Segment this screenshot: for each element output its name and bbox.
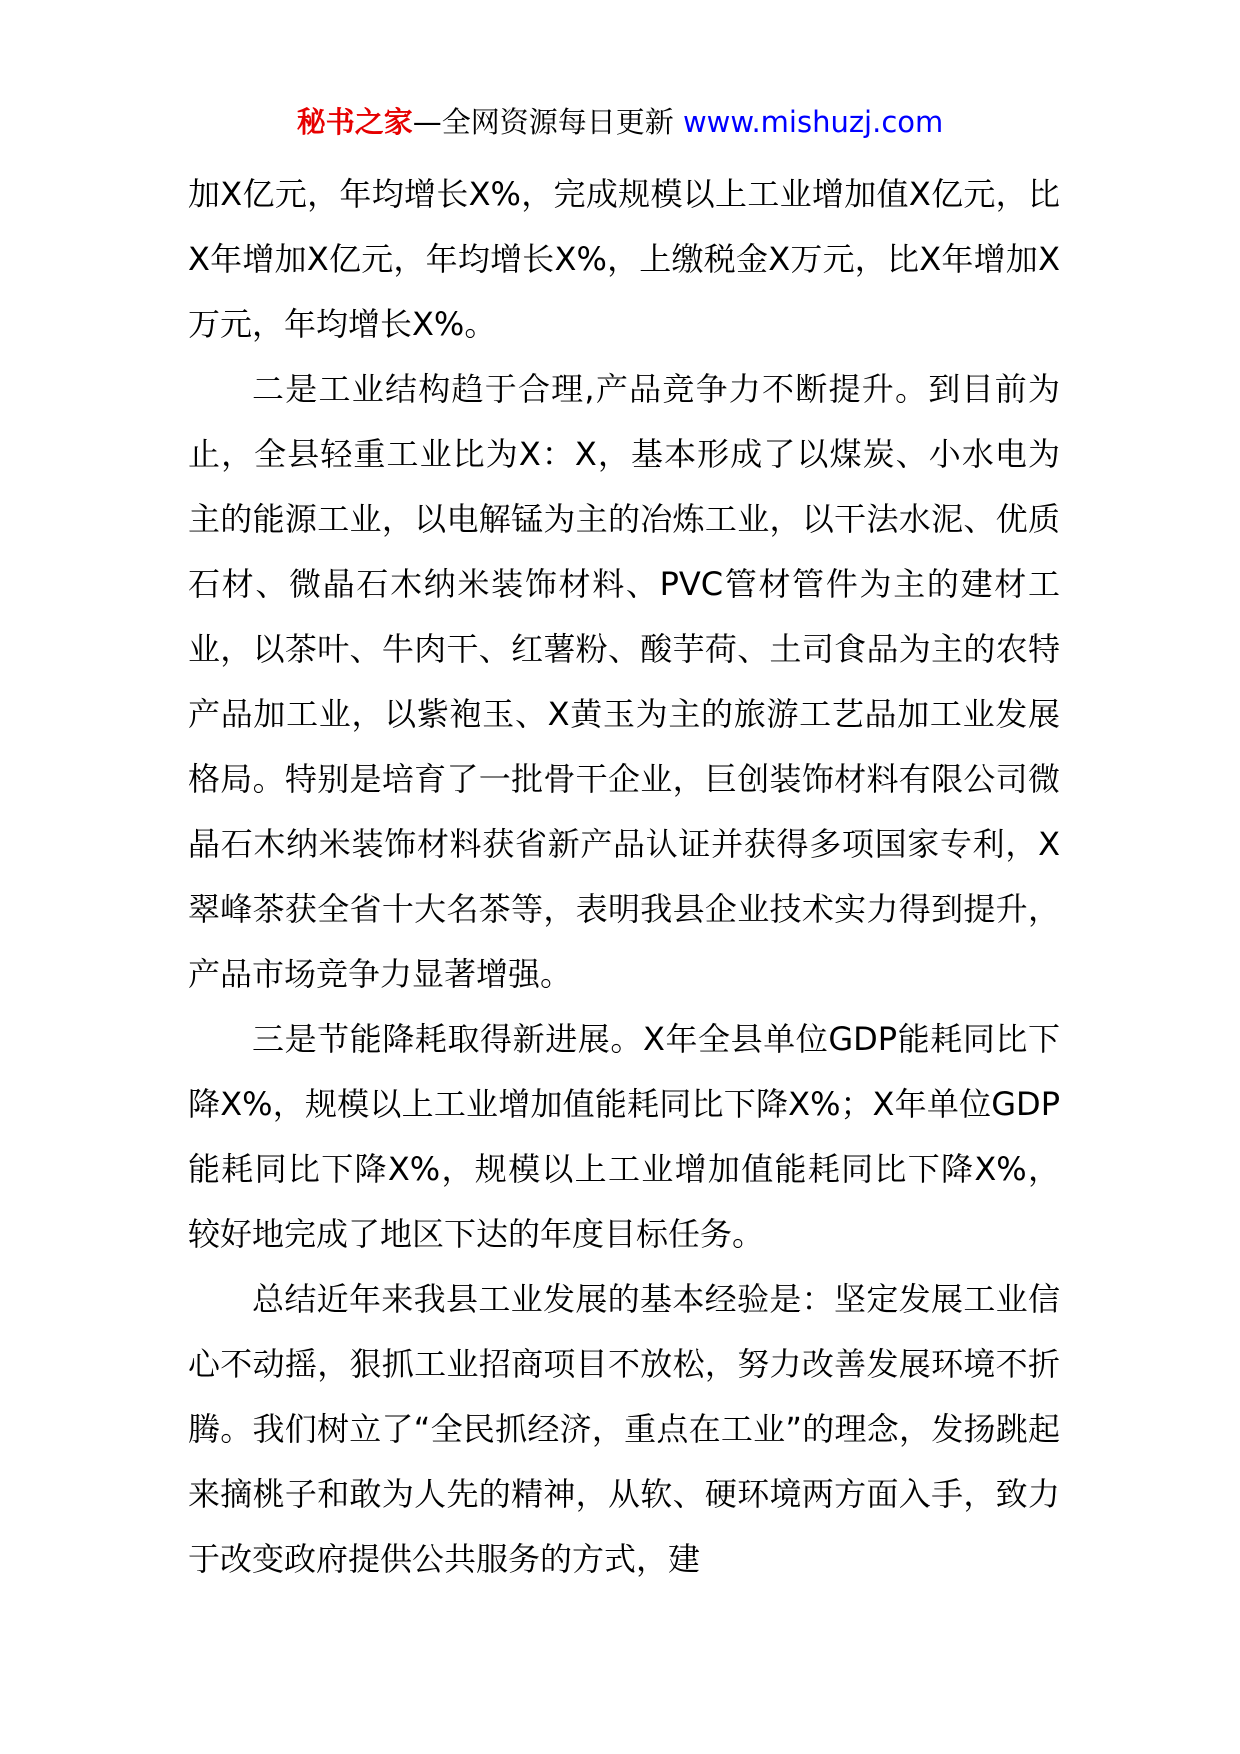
site-url: www.mishuzj.com — [682, 105, 944, 139]
site-brand: 秘书之家 — [296, 105, 413, 139]
watermark-header — [0, 100, 1240, 144]
paragraph-experience-summary: 总结近年来我县工业发展的基本经验是：坚定发展工业信心不动摇，狠抓工业招商项目不放松，努力改善发展环境不折腾。我们树立了“全民抓经济，重点在工业”的理念，发扬跳起来摘桃子和敢为人先的精神，从软、硬环境两方面入手，致力于改变政府提供公共服务的方式，建 — [188, 1280, 1060, 1578]
paragraph-continuation: 加X亿元，年均增长X%，完成规模以上工业增加值X亿元，比X年增加X亿元，年均增长X%，上缴税金X万元，比X年增加X万元，年均增长X%。 — [188, 175, 1060, 343]
document-body — [188, 162, 1060, 1592]
site-slogan: —全网资源每日更新 — [412, 105, 674, 139]
paragraph-energy-saving: 三是节能降耗取得新进展。X年全县单位GDP能耗同比下降X%，规模以上工业增加值能耗同比下降X%；X年单位GDP能耗同比下降X%，规模以上工业增加值能耗同比下降X%，较好地完成了地区下达的年度目标任务。 — [188, 1020, 1060, 1253]
paragraph-industrial-structure: 二是工业结构趋于合理,产品竞争力不断提升。到目前为止，全县轻重工业比为X：X，基本形成了以煤炭、小水电为主的能源工业，以电解锰为主的冶炼工业，以干法水泥、优质石材、微晶石木纳米装饰材料、PVC管材管件为主的建材工业，以茶叶、牛肉干、红薯粉、酸芋荷、土司食品为主的农特产品加工业，以紫袍玉、X黄玉为主的旅游工艺品加工业发展格局。特别是培育了一批骨干企业，巨创装饰材料有限公司微晶石木纳米装饰材料获省新产品认证并获得多项国家专利，X翠峰茶获全省十大名茶等，表明我县企业技术实力得到提升，产品市场竞争力显著增强。 — [188, 370, 1060, 993]
